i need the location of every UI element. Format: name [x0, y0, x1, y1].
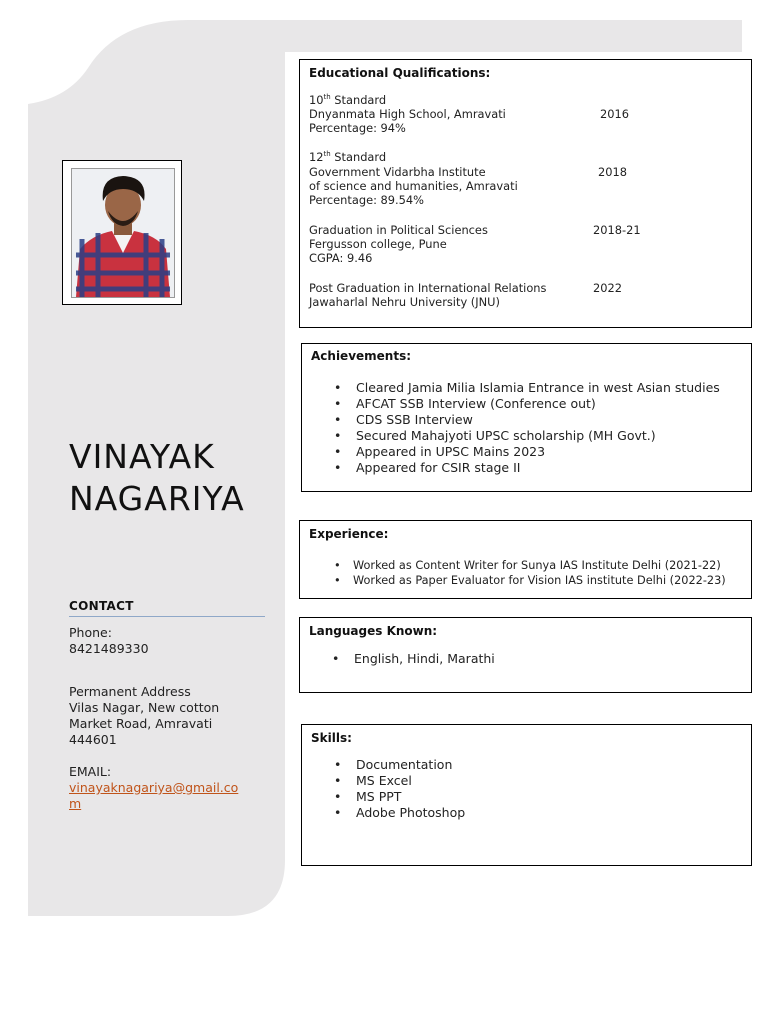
phone-number: 8421489330	[69, 641, 149, 656]
skills-title: Skills:	[311, 731, 352, 745]
list-item: • Appeared in UPSC Mains 2023	[334, 444, 546, 459]
first-name: VINAYAK	[69, 437, 215, 476]
edu-10th-level: 10th Standard	[309, 93, 387, 107]
achievements-title: Achievements:	[311, 349, 412, 363]
list-item: • Cleared Jamia Milia Islamia Entrance in west Asian studies	[334, 380, 720, 395]
skills-section	[301, 724, 752, 866]
last-name: NAGARIYA	[69, 479, 245, 518]
languages-section	[299, 617, 752, 693]
list-item: • Worked as Paper Evaluator for Vision IAS institute Delhi (2022-23)	[334, 574, 726, 587]
education-section	[299, 59, 752, 328]
achievements-list	[334, 380, 720, 476]
email-label: EMAIL:	[69, 764, 112, 779]
edu-10th-school: Dnyanmata High School, Amravati	[309, 107, 506, 121]
languages-list	[332, 651, 495, 667]
profile-photo	[71, 168, 175, 298]
contact-heading: CONTACT	[69, 599, 134, 613]
experience-title: Experience:	[309, 527, 389, 541]
edu-10th-year: 2016	[600, 107, 629, 121]
list-item: • AFCAT SSB Interview (Conference out)	[334, 396, 596, 411]
education-title: Educational Qualifications:	[309, 66, 491, 80]
phone-label: Phone:	[69, 625, 112, 640]
experience-section	[299, 520, 752, 599]
list-item: • Documentation	[334, 757, 453, 772]
email-link-line-1[interactable]: vinayaknagariya@gmail.co	[69, 780, 239, 795]
edu-postgrad-year: 2022	[593, 281, 622, 295]
address-line-3: 444601	[69, 732, 117, 747]
list-item: • MS Excel	[334, 773, 412, 788]
edu-graduation-cgpa: CGPA: 9.46	[309, 251, 373, 265]
languages-title: Languages Known:	[309, 624, 438, 638]
profile-photo-frame	[62, 160, 182, 305]
list-item: • Appeared for CSIR stage II	[334, 460, 521, 475]
edu-12th-percentage: Percentage: 89.54%	[309, 193, 424, 207]
edu-12th-level: 12th Standard	[309, 150, 387, 164]
skills-list	[334, 757, 466, 821]
edu-12th-year: 2018	[598, 165, 627, 179]
edu-postgrad-university: Jawaharlal Nehru University (JNU)	[309, 295, 500, 309]
contact-divider	[69, 616, 265, 617]
achievements-section	[301, 343, 752, 492]
edu-10th-percentage: Percentage: 94%	[309, 121, 406, 135]
list-item: • Adobe Photoshop	[334, 805, 466, 820]
address-line-1: Vilas Nagar, New cotton	[69, 700, 220, 715]
edu-12th-school-2: of science and humanities, Amravati	[309, 179, 518, 193]
list-item: • MS PPT	[334, 789, 402, 804]
list-item: • CDS SSB Interview	[334, 412, 473, 427]
address-label: Permanent Address	[69, 684, 191, 699]
edu-12th-school-1: Government Vidarbha Institute	[309, 165, 486, 179]
edu-graduation-year: 2018-21	[593, 223, 641, 237]
edu-postgrad-degree: Post Graduation in International Relations	[309, 281, 547, 295]
list-item: • English, Hindi, Marathi	[332, 651, 495, 666]
edu-graduation-degree: Graduation in Political Sciences	[309, 223, 488, 237]
edu-graduation-college: Fergusson college, Pune	[309, 237, 447, 251]
email-link-line-2[interactable]: m	[69, 796, 82, 811]
list-item: • Secured Mahajyoti UPSC scholarship (MH Govt.)	[334, 428, 656, 443]
address-line-2: Market Road, Amravati	[69, 716, 213, 731]
list-item: • Worked as Content Writer for Sunya IAS Institute Delhi (2021-22)	[334, 559, 721, 572]
experience-list	[334, 558, 726, 588]
candidate-name	[69, 436, 245, 520]
